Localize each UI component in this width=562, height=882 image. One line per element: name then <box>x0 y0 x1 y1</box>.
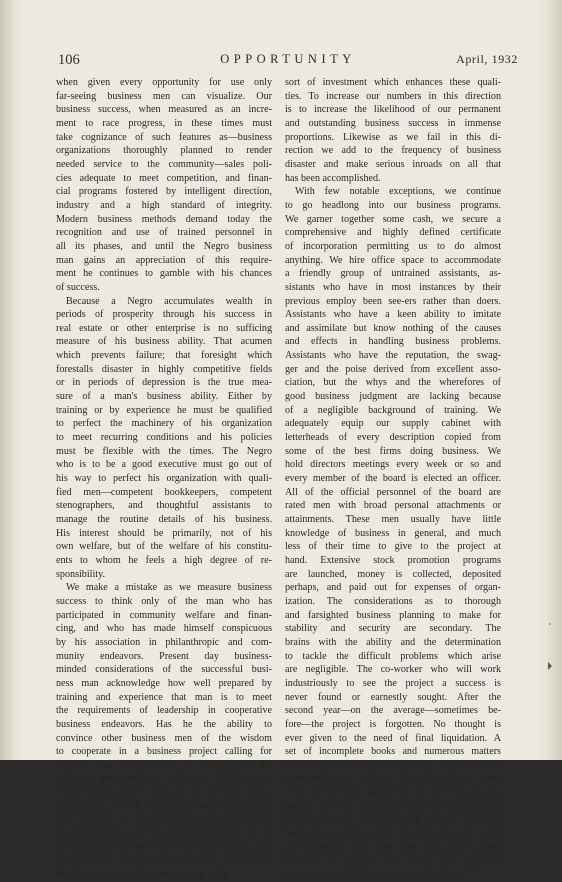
text-line: rated men with broad personal attachments or <box>285 500 501 512</box>
text-line: of correspondence are piled up in the corner <box>285 759 501 771</box>
text-line: are launched, money is collected, deposited <box>285 568 501 580</box>
text-line: ization. The considerations as to thorough <box>285 595 501 607</box>
text-line: Assistants who have the reputation, the swag- <box>285 350 501 362</box>
text-line: and outstanding business success in immense <box>285 117 501 129</box>
text-line: less of their time to give to the project at <box>285 541 501 553</box>
text-line: to go headlong into our business programs. <box>285 199 501 211</box>
text-line: attainments. These men usually have little <box>285 514 501 525</box>
text-line: ents to whom he feels a high degree of re- <box>56 554 272 566</box>
text-line: ment he continues to gamble with his chances <box>56 268 272 280</box>
text-line: every member of the board is elected an officer. <box>285 473 501 485</box>
text-line: of a negligible background of training. We <box>285 404 501 416</box>
text-line: the calamity was just one of those things <box>285 841 501 853</box>
text-line: training or by experience he must be qualified <box>56 404 272 416</box>
text-line: second year—on the average—sometimes be- <box>285 705 501 717</box>
page-margin-marks <box>544 620 556 680</box>
journal-title: OPPORTUNITY <box>220 52 356 66</box>
text-line: by his association in philanthropic and com- <box>56 636 272 648</box>
text-line: sistants who have in most instances by their <box>285 281 501 293</box>
text-line: and effects in handling business problems. <box>285 336 501 348</box>
text-line: or in periods of depression is the true mea- <box>56 377 272 389</box>
text-line: manage the routine details of his business. <box>56 514 272 525</box>
text-line: to perfect the machinery of his organization <box>56 418 272 430</box>
text-line: some of the best firms doing business. We <box>285 445 501 457</box>
text-line: hand. Extensive stock promotion programs <box>285 554 501 566</box>
text-line: Because a Negro accumulates wealth in <box>66 295 272 307</box>
text-line: business success, when measured as an incre- <box>56 104 272 116</box>
text-line: recognition and use of trained personnel in <box>56 227 272 239</box>
text-line: ciation, but the whys and the wherefores of <box>285 377 501 389</box>
text-line: Assistants who have a keen ability to imitate <box>285 309 501 321</box>
text-line: organizations thoroughly planned to render <box>56 145 272 157</box>
text-line: a friendly group of untrained assistants, as- <box>285 268 501 280</box>
text-line: We garner together some cash, we secure a <box>285 213 501 225</box>
text-line: real estate or other enterprise is no sufficing <box>56 322 272 334</box>
text-line: destined to happen. We smoke our pipe of <box>285 855 501 867</box>
text-line: than a year or two? Can he convince other <box>56 814 272 826</box>
text-line: the far distant future to be sought after by <box>285 814 501 826</box>
text-line: previous employ been see-ers rather than doers. <box>285 295 501 307</box>
text-line: knowledge of business in general, and much <box>285 527 501 539</box>
text-line: comprehensive and highly defined certificate <box>285 227 501 239</box>
text-line: sponsibility. <box>56 568 105 580</box>
text-line: man gains an appreciation of this require- <box>56 254 272 266</box>
text-line: disaster and make serious inroads on all that <box>285 158 501 170</box>
right-column <box>285 76 501 882</box>
text-line: letterheads of every description copied from <box>285 432 501 444</box>
text-line: nature. Another milestone has been placed in <box>285 800 501 812</box>
text-line: munity endeavors. Present day business- <box>56 650 272 662</box>
text-line: to cooperate in a business project calling for <box>56 746 272 758</box>
text-line: perhaps, and paid out for expenses of organ- <box>285 582 501 594</box>
text-line: success to think only of the man who has <box>56 595 272 607</box>
text-line: periods of prosperity through his success in <box>56 309 272 321</box>
text-line: ment of his capital? Can he establish busi- <box>56 787 272 799</box>
page-gutter-shadow <box>0 0 22 760</box>
text-line: is to increase the likelihood of our permanent <box>285 104 501 116</box>
text-line: the requirements of leadership in cooperative <box>56 705 272 717</box>
text-line: industriously to see the project a success is <box>285 677 501 689</box>
text-line: has been accomplished. <box>285 172 381 184</box>
text-line: fied men—competent bookkeepers, competent <box>56 486 272 498</box>
issue-date: April, 1932 <box>456 52 518 66</box>
text-line: ger and the poise derived from excellent asso- <box>285 363 501 375</box>
text-line: Modern business methods demand today the <box>56 213 272 225</box>
text-line: ties. To increase our numbers in this direction <box>285 90 501 102</box>
text-line: and assimilate but know nothing of the causes <box>285 322 501 334</box>
text-line: needed service to the community—sales poli- <box>56 158 272 170</box>
article-body <box>56 76 516 881</box>
text-line: ment to race progress, in these times must <box>56 117 272 129</box>
text-line: own welfare, but of the welfare of his constitu- <box>56 541 272 553</box>
text-line: training and experience that man is to meet <box>56 691 272 703</box>
text-line: good business judgment are lacking because <box>285 391 501 403</box>
text-line: brains with the ability and the determination <box>285 636 501 648</box>
text-line: measure of his business ability. That acumen <box>56 336 272 348</box>
text-line: who is to be a good executive must go out of <box>56 459 272 471</box>
text-line: all its phases, and until the Negro business <box>56 240 272 252</box>
text-line: ever given to the need of final liquidation. A <box>285 732 501 744</box>
text-line: are negligible. The co-worker who will work <box>285 664 501 676</box>
text-line: convince other business men of the wisdom <box>56 732 272 744</box>
text-line: to meet recurring conditions and his policies <box>56 432 272 444</box>
text-line: which prevents failure; that foresight which <box>56 350 272 362</box>
text-line: rection we add to the frequency of business <box>285 145 501 157</box>
text-line: must be flexible with the times. The Negro <box>56 445 272 457</box>
text-line: proportions. Likewise as we fail in this di- <box>285 131 501 143</box>
text-line: adequately equip our supply cabinet with <box>285 418 501 430</box>
text-line: With few notable exceptions, we continue <box>295 186 501 198</box>
text-line: program of business development undertaken <box>56 855 272 867</box>
text-line: minded considerations of the successful busi- <box>56 664 272 676</box>
text-line: business endeavors. Has he the ability to <box>56 718 272 730</box>
text-line: cies adequate to meet competition, and finan- <box>56 172 272 184</box>
text-line: sure of a man's business ability. Either by <box>56 391 272 403</box>
text-line: cial programs fostered by intelligent direction, <box>56 186 272 198</box>
text-line: somewhere to indicate that somehow, some <box>285 773 501 785</box>
text-line: when given every opportunity for use only <box>56 77 272 88</box>
text-line: business men and the public that he is so <box>56 828 272 840</box>
text-line: of incorporation permitting us to do almost <box>285 240 501 252</box>
running-header <box>58 52 518 70</box>
text-line: All of the official personnel of the board are <box>285 486 501 498</box>
page-number: 106 <box>58 52 80 68</box>
text-line: fore—the project is forgotten. No thought is <box>285 718 501 730</box>
text-line: requisite personnel to assist in the manage- <box>56 773 272 785</box>
text-line: cing, and who has made himself conspicuous <box>56 623 272 635</box>
text-line: participated in community welfare and finan- <box>56 609 272 621</box>
left-column <box>56 76 272 882</box>
text-line: and farsighted business planning to make for <box>285 609 501 621</box>
text-line: ness policies which will insure success for more <box>56 800 272 812</box>
text-line: forestalls disaster in highly competitive fields <box>56 363 272 375</box>
text-line: time, something happened of an enterprising <box>285 787 501 799</box>
text-line: hold directors meetings every week or so and <box>285 459 501 471</box>
text-line: His interest should be primarily, not of his <box>56 527 272 539</box>
text-line: must be a success? Business training is the <box>56 869 229 881</box>
text-line: another generation. We satisfy ourselves that <box>285 828 501 840</box>
text-line: capital? Can he summon to his support the <box>56 759 272 771</box>
text-line: stenographers, and thoughtful assistants to <box>56 500 272 512</box>
text-line: to tackle the difficult problems which arise <box>285 650 501 662</box>
text-line: far-seeing business men can visualize. Our <box>56 90 272 102</box>
text-line: We make a mistake as we measure business <box>66 582 272 594</box>
text-line: stability and security are secondary. The <box>285 623 501 635</box>
text-line: ness man acknowledge how well prepared by <box>56 677 272 689</box>
text-line: of success. <box>56 281 100 293</box>
text-line: contentment in the thought that such calami- <box>285 869 465 881</box>
text-line: his way to perfect his organization with quali- <box>56 473 272 485</box>
text-line: set of incomplete books and numerous matters <box>285 746 501 758</box>
text-line: industry and a high standard of integrity. <box>56 199 272 211</box>
text-line: dyed-in-the-wool serious in his intent that the <box>56 841 272 853</box>
text-line: sort of investment which enhances these quali- <box>285 77 501 88</box>
text-line: anything. We hire office space to accommodate <box>285 254 501 266</box>
text-line: take cognizance of such features as—business <box>56 131 272 143</box>
text-line: never found or earnestly sought. After the <box>285 691 501 703</box>
